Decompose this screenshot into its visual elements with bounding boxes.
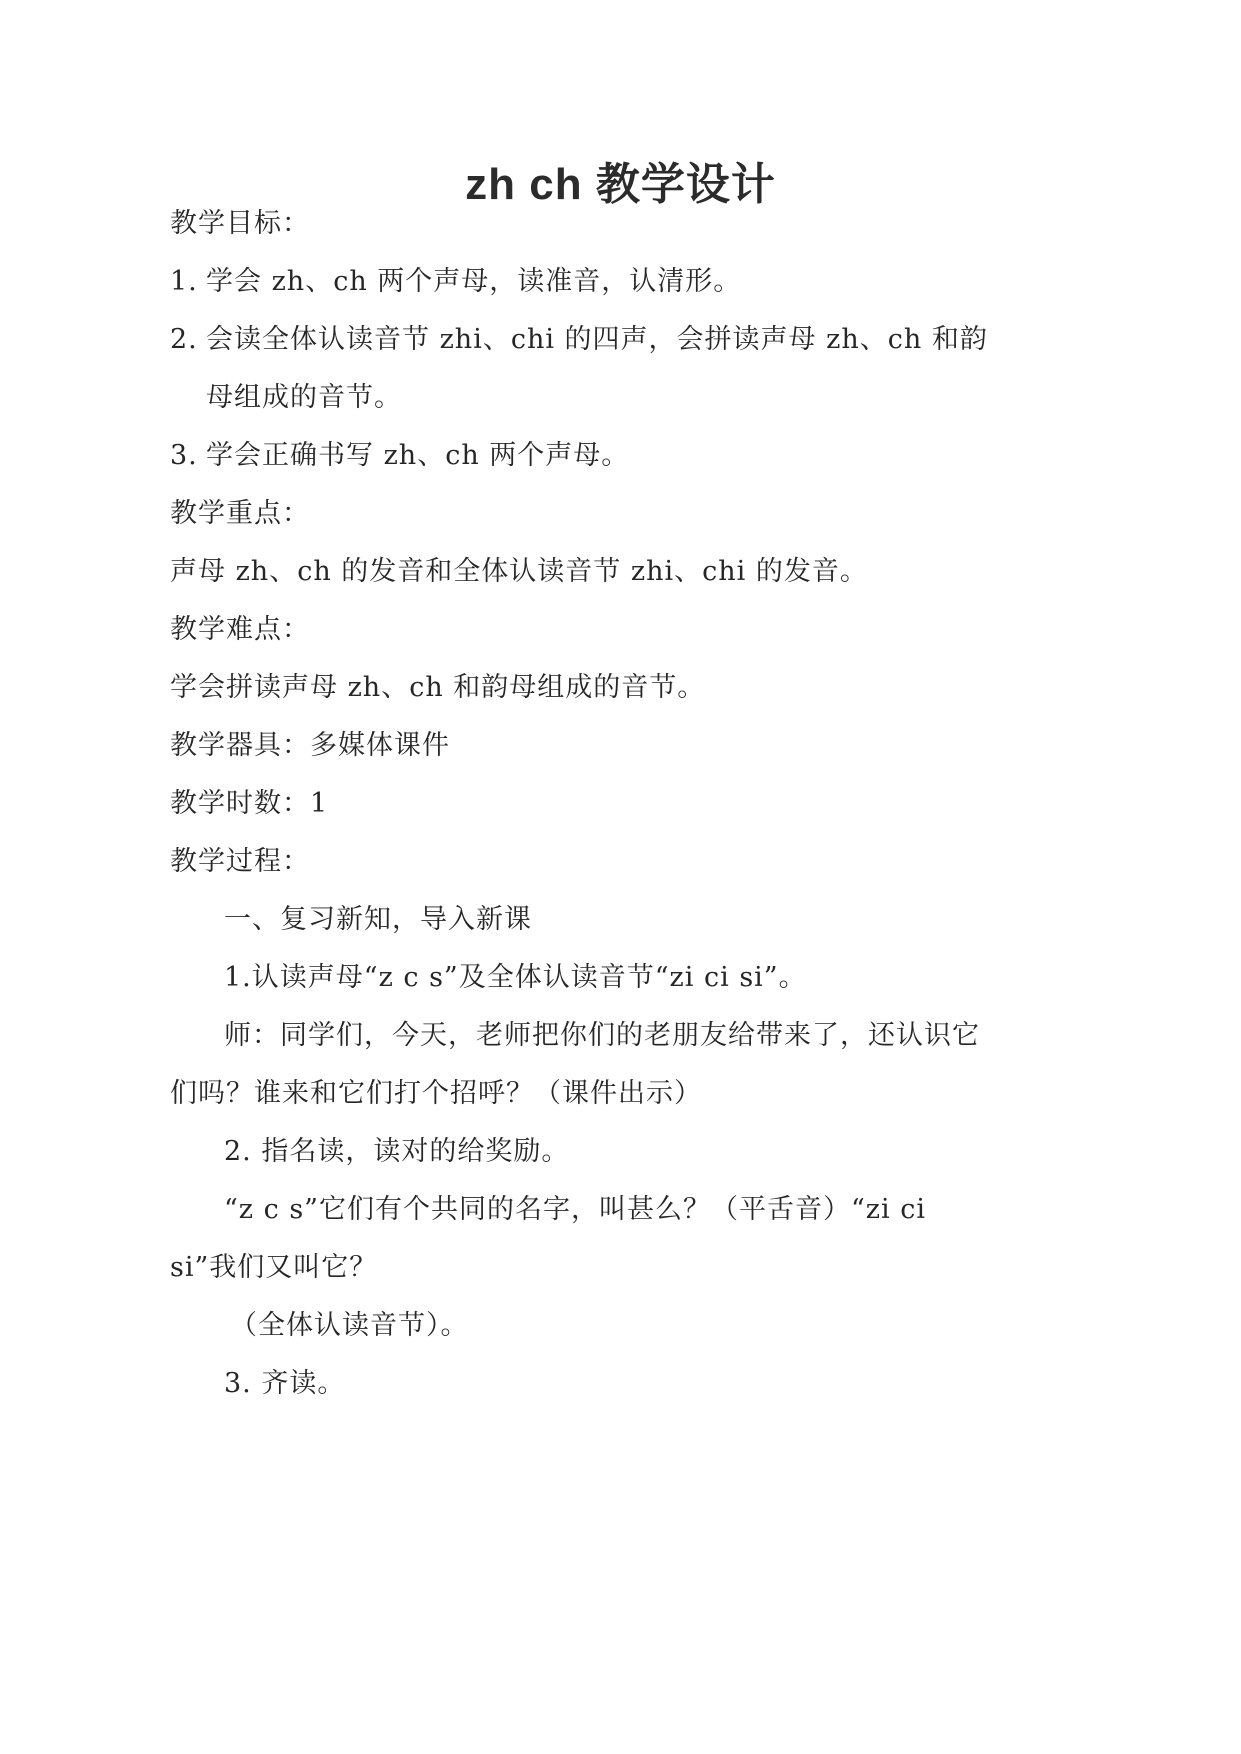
list-number: 2.	[170, 324, 198, 355]
paragraph: 师：同学们，今天，老师把你们的老朋友给带来了，还认识它	[224, 1020, 980, 1051]
list-item-text: 学会正确书写 zh、ch 两个声母。	[206, 440, 630, 471]
paragraph: 声母 zh、ch 的发音和全体认读音节 zhi、chi 的发音。	[170, 556, 868, 587]
section-heading-difficulties: 教学难点：	[170, 614, 310, 645]
paragraph-continuation: si”我们又叫它？	[170, 1252, 378, 1283]
list-item	[170, 436, 629, 476]
document-title: zh ch 教学设计	[465, 160, 776, 209]
paragraph-continuation: 们吗？谁来和它们打个招呼？（课件出示）	[170, 1078, 702, 1109]
paragraph: “z c s”它们有个共同的名字，叫甚么？（平舌音）“zi ci	[224, 1194, 926, 1225]
list-item	[170, 320, 988, 360]
section-heading-process: 教学过程：	[170, 846, 310, 877]
process-step-heading: 一、复习新知，导入新课	[224, 904, 532, 935]
list-number: 1.	[170, 266, 198, 297]
section-heading-objectives: 教学目标：	[170, 208, 310, 239]
paragraph: 3. 齐读。	[224, 1368, 346, 1399]
paragraph: 1.认读声母“z c s”及全体认读音节“zi ci si”。	[224, 962, 807, 993]
teaching-hours: 教学时数：1	[170, 788, 329, 819]
list-item-text: 会读全体认读音节 zhi、chi 的四声，会拼读声母 zh、ch 和韵	[206, 324, 988, 355]
section-heading-key-points: 教学重点：	[170, 498, 310, 529]
paragraph: （全体认读音节）。	[230, 1310, 469, 1341]
list-item-text: 学会 zh、ch 两个声母，读准音，认清形。	[206, 266, 742, 297]
paragraph: 学会拼读声母 zh、ch 和韵母组成的音节。	[170, 672, 706, 703]
teaching-tools: 教学器具：多媒体课件	[170, 730, 450, 761]
list-number: 3.	[170, 440, 198, 471]
list-item-continuation: 母组成的音节。	[206, 382, 402, 413]
paragraph: 2. 指名读，读对的给奖励。	[224, 1136, 570, 1167]
list-item	[170, 262, 741, 302]
